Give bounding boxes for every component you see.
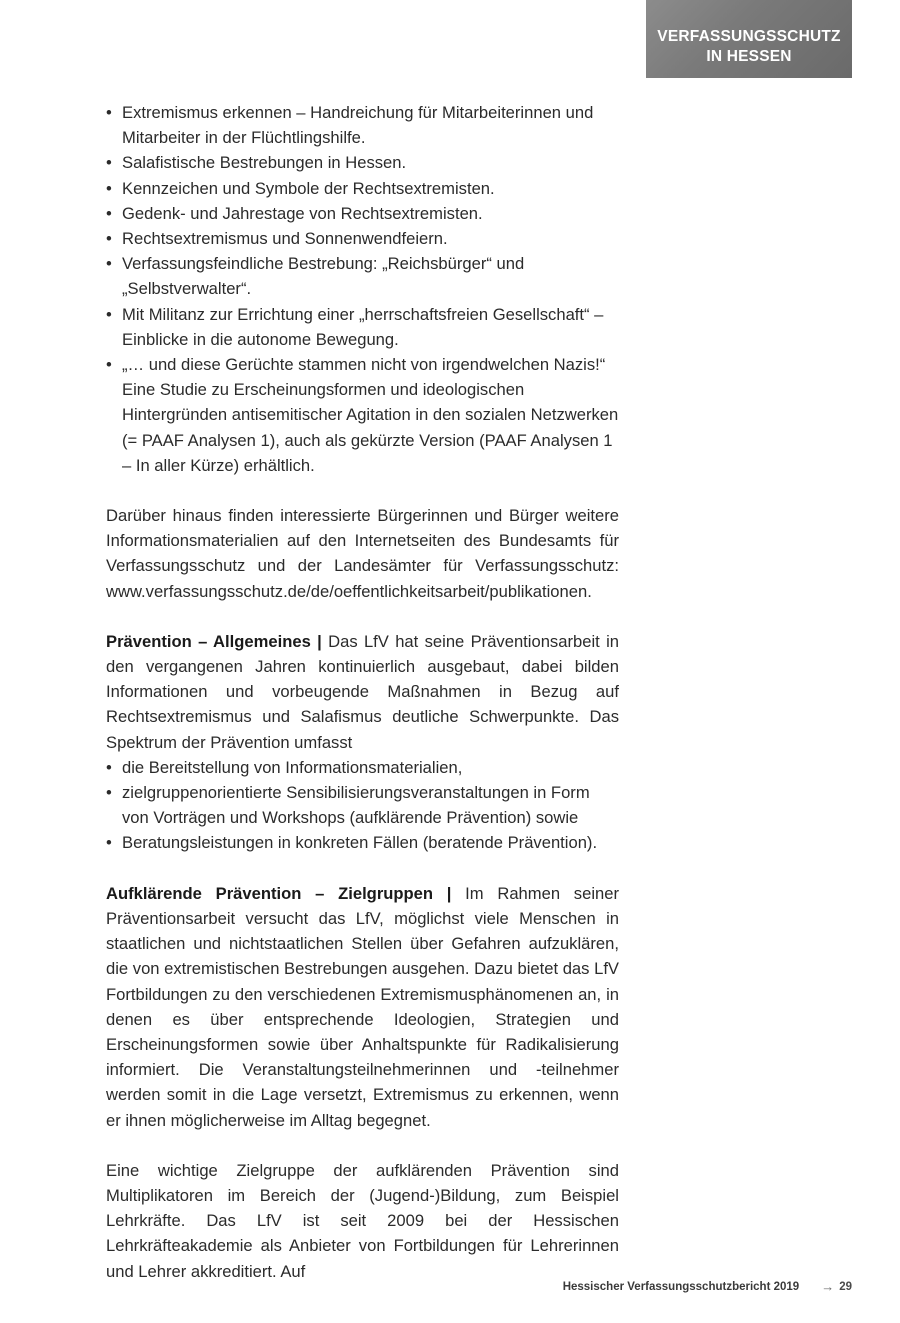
prevention-spectrum-list (106, 755, 619, 856)
publication-title: Mit Militanz zur Errichtung einer „herrschaftsfreien Gesellschaft“ – Einblicke in die autonome Bewegung. (122, 304, 604, 349)
prevention-item: zielgruppenorientierte Sensibilisierungsveranstaltungen in Form von Vorträgen und Workshops (aufklärende Prävention) sowie (122, 783, 590, 828)
list-item (106, 150, 619, 175)
publication-title: Kennzeichen und Symbole der Rechtsextremisten. (122, 178, 495, 198)
publication-title: „… und diese Gerüchte stammen nicht von irgendwelchen Nazis!“ Eine Studie zu Erscheinungsformen und ideologischen Hintergründen antisemitischer Agitation in den sozialen Netzwerken (= PAAF Analysen 1), auch als gekürzte Version (PAAF Analysen 1 – In aller Kürze) erhältlich. (122, 355, 619, 475)
more-info-paragraph: Darüber hinaus finden interessierte Bürgerinnen und Bürger weitere Informationsmaterialien auf den Internetseiten des Bundesamts für Verfassungsschutz und der Landesämter für Verfassungsschutz: www.verfassungsschutz.de/de/oeffentlichkeitsarbeit/publikationen. (106, 506, 619, 601)
prevention-general-heading: Prävention – Allgemeines | (106, 631, 322, 651)
page-footer (560, 1279, 852, 1294)
publications-list (106, 100, 619, 478)
list-item (106, 226, 619, 251)
list-item (106, 755, 619, 780)
prevention-item: die Bereitstellung von Informationsmaterialien, (122, 757, 463, 777)
prevention-general-paragraph (106, 629, 619, 755)
multipliers-paragraph: Eine wichtige Zielgruppe der aufklärenden Prävention sind Multiplikatoren im Bereich der (Jugend-)Bildung, zum Beispiel Lehrkräfte. Das LfV ist seit 2009 bei der Hessischen Lehrkräfteakademie als Anbieter von Fortbildungen für Lehrerinnen und Lehrer akkreditiert. Auf (106, 1160, 619, 1281)
arrow-right-icon: → (821, 1279, 835, 1294)
bullet-icon: • (106, 203, 112, 223)
prevention-target-paragraph (106, 881, 619, 1133)
list-item (106, 201, 619, 226)
bullet-icon: • (106, 304, 112, 324)
list-item (106, 780, 619, 830)
page-indicator (821, 1279, 852, 1294)
section-tab-line1: VERFASSUNGSSCHUTZ (657, 28, 841, 45)
list-item (106, 352, 619, 478)
list-item (106, 100, 619, 150)
publication-title: Salafistische Bestrebungen in Hessen. (122, 153, 407, 173)
section-tab-line2: IN HESSEN (706, 48, 792, 65)
publication-title: Extremismus erkennen – Handreichung für Mitarbeiterinnen und Mitarbeiter in der Flüchtlingshilfe. (122, 103, 594, 148)
report-title: Hessischer Verfassungsschutzbericht 2019 (562, 1280, 800, 1293)
bullet-icon: • (106, 757, 112, 777)
list-item (106, 251, 619, 301)
bullet-icon: • (106, 229, 112, 249)
main-content (106, 100, 619, 1284)
list-item (106, 176, 619, 201)
page-number: 29 (839, 1280, 852, 1293)
bullet-icon: • (106, 178, 112, 198)
bullet-icon: • (106, 254, 112, 274)
list-item (106, 830, 619, 855)
bullet-icon: • (106, 833, 112, 853)
bullet-icon: • (106, 355, 112, 375)
publication-title: Rechtsextremismus und Sonnenwendfeiern. (122, 229, 448, 249)
bullet-icon: • (106, 783, 112, 803)
list-item (106, 302, 619, 352)
bullet-icon: • (106, 153, 112, 173)
publication-title: Gedenk- und Jahrestage von Rechtsextremisten. (122, 203, 483, 223)
prevention-target-heading: Aufklärende Prävention – Zielgruppen | (106, 883, 452, 903)
prevention-item: Beratungsleistungen in konkreten Fällen (beratende Prävention). (122, 833, 598, 853)
publication-title: Verfassungsfeindliche Bestrebung: „Reichsbürger“ und „Selbstverwalter“. (122, 254, 525, 299)
bullet-icon: • (106, 103, 112, 122)
prevention-general-text: Das LfV hat seine Präventionsarbeit in den vergangenen Jahren kontinuierlich ausgebaut, dabei bilden Informationen und vorbeugende Maßnahmen in Bezug auf Rechtsextremismus und Salafismus deutliche Schwerpunkte. Das Spektrum der Prävention umfasst (106, 631, 619, 752)
prevention-target-text: Im Rahmen seiner Präventionsarbeit versucht das LfV, möglichst viele Menschen in staatlichen und nichtstaatlichen Stellen über Gefahren aufzuklären, die von extremistischen Bestrebungen ausgehen. Dazu bietet das LfV Fortbildungen zu den verschiedenen Extremismusphänomenen an, in denen es über entsprechende Ideologien, Strategien und Erscheinungsformen sowie über Anhaltspunkte für Radikalisierung informiert. Die Veranstaltungsteilnehmerinnen und -teilnehmer werden somit in die Lage versetzt, Extremismus zu erkennen, wenn er ihnen möglicherweise im Alltag begegnet. (106, 883, 619, 1130)
section-tab (646, 0, 852, 78)
